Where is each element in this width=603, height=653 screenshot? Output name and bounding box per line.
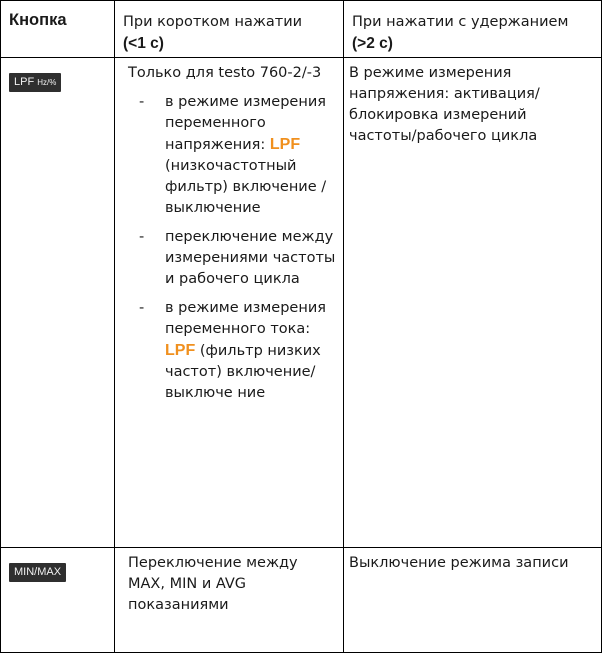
header-key-column: Кнопка bbox=[1, 1, 115, 58]
header-short-press bbox=[115, 1, 344, 58]
short-press-cell bbox=[115, 58, 344, 548]
minmax-key-label: MIN/MAX bbox=[14, 566, 62, 578]
header-long-press bbox=[344, 1, 602, 58]
list-item-text: в режиме измерения переменного напряжения: bbox=[165, 94, 326, 153]
table-header-row bbox=[1, 1, 602, 58]
list-item bbox=[128, 298, 339, 404]
lpf-key-icon bbox=[9, 73, 61, 92]
header-long-press-label: При нажатии с удержанием bbox=[352, 14, 569, 30]
lpf-key-sublabel: Hz/% bbox=[37, 78, 57, 87]
key-cell bbox=[1, 548, 115, 653]
lpf-highlight: LPF bbox=[165, 342, 196, 359]
header-short-press-label: При коротком нажатии bbox=[123, 14, 303, 30]
list-item-text: (низкочастотный фильтр) включение /выключение bbox=[165, 158, 327, 216]
list-item-text: переключение между измерениями частоты и рабочего цикла bbox=[165, 229, 336, 287]
minmax-key-icon bbox=[9, 563, 66, 582]
list-item-text: в режиме измерения переменного тока: bbox=[165, 300, 326, 337]
table-row bbox=[1, 548, 602, 653]
list-item bbox=[128, 227, 339, 290]
lpf-key-label: LPF bbox=[14, 76, 35, 88]
lpf-highlight: LPF bbox=[269, 136, 301, 153]
short-press-list bbox=[128, 92, 339, 404]
list-item-text: (фильтр низких частот) включение/выключе ние bbox=[165, 343, 321, 401]
key-cell bbox=[1, 58, 115, 548]
header-long-press-duration: (>2 с) bbox=[352, 35, 393, 52]
short-press-intro: Только для testo 760-2/-3 bbox=[128, 65, 322, 81]
long-press-cell: Выключение режима записи bbox=[344, 548, 602, 653]
long-press-cell: В режиме измерения напряжения: активация/блокировка измерений частоты/рабочего цикла bbox=[344, 58, 602, 548]
table-row bbox=[1, 58, 602, 548]
header-short-press-duration: (<1 с) bbox=[123, 35, 164, 52]
list-item bbox=[128, 92, 339, 219]
short-press-cell: Переключение между MAX, MIN и AVG показаниями bbox=[115, 548, 344, 653]
